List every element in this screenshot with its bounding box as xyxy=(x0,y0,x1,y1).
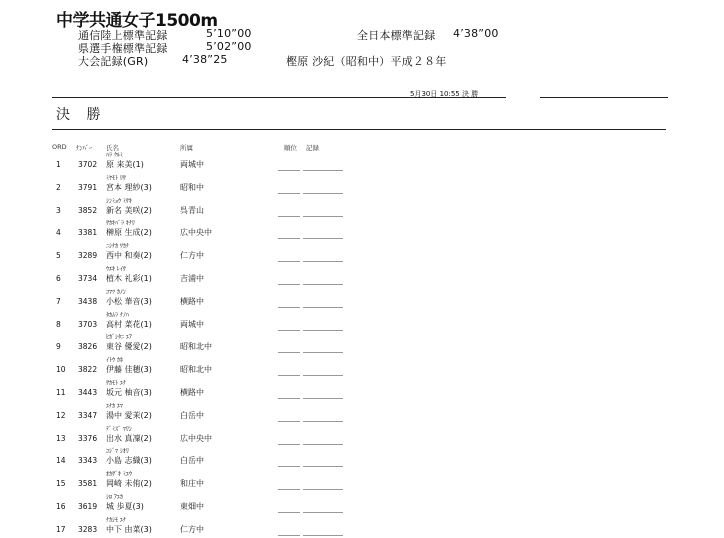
table-row xyxy=(0,515,724,538)
header-team: 所属 xyxy=(180,144,193,152)
record-label: 通信陸上標準記録 xyxy=(78,29,168,42)
team-name: 東畑中 xyxy=(180,502,204,511)
rank-blank xyxy=(278,535,300,536)
athlete-kana: ｼﾛ ｱﾕｶ xyxy=(106,494,123,501)
record-blank xyxy=(303,193,343,194)
table-row xyxy=(0,492,724,515)
entry-order: 13 xyxy=(56,433,66,443)
athlete-kana: ｼﾝﾐｮｳ ﾐｻｷ xyxy=(106,197,132,205)
athlete-kana: ﾋｶﾞｼﾀﾆ ﾕｱ xyxy=(106,334,132,342)
header-bib: ﾅﾝﾊﾞｰ xyxy=(76,144,93,152)
entry-order: 1 xyxy=(56,160,61,169)
bib-number: 3438 xyxy=(78,296,98,306)
entry-order: 12 xyxy=(56,410,66,420)
athlete-name: 榊原 生成(2) xyxy=(106,228,152,238)
record-blank xyxy=(303,216,343,217)
record-blank xyxy=(303,375,343,376)
athlete-kana: ｵｶｻﾞｷ ﾐﾕｳ xyxy=(106,471,132,479)
rank-blank xyxy=(278,466,300,467)
athlete-kana: ｻｶｷﾊﾞﾗ ｷﾅﾘ xyxy=(106,220,135,228)
bib-number: 3822 xyxy=(78,365,98,375)
table-row xyxy=(0,401,724,424)
athlete-kana: ﾆｼﾅｶ ﾜｶﾅ xyxy=(106,243,129,251)
team-name: 昭和北中 xyxy=(180,365,212,375)
record-blank xyxy=(303,170,343,171)
athlete-name: 西中 和奏(2) xyxy=(106,251,152,261)
athlete-name: 出水 真凜(2) xyxy=(106,433,152,443)
header-name: 氏名 xyxy=(106,144,119,152)
rank-blank xyxy=(278,444,300,445)
start-time: 5月30日 10:55 決 勝 xyxy=(410,90,479,98)
record-label: 県選手権標準記録 xyxy=(78,42,168,55)
rank-blank xyxy=(278,398,300,399)
bib-number: 3703 xyxy=(78,319,98,329)
team-name: 白岳中 xyxy=(180,456,204,466)
table-row xyxy=(0,173,724,196)
record-blank xyxy=(303,444,343,445)
record-line-meet xyxy=(78,53,447,69)
record-value: 4’38”25 xyxy=(182,53,228,66)
entry-order: 16 xyxy=(56,502,66,511)
record-label: 大会記録(GR) xyxy=(78,55,149,68)
record-blank xyxy=(303,238,343,239)
record-blank xyxy=(303,330,343,331)
rank-blank xyxy=(278,238,300,239)
team-name: 両城中 xyxy=(180,319,204,329)
divider xyxy=(52,129,666,130)
team-name: 横路中 xyxy=(180,296,204,306)
bib-number: 3443 xyxy=(78,388,98,397)
record-blank xyxy=(303,352,343,353)
rank-blank xyxy=(278,421,300,422)
rank-blank xyxy=(278,375,300,376)
team-name: 仁方中 xyxy=(180,524,204,534)
rank-blank xyxy=(278,352,300,353)
event-title: 中学共通女子1500m xyxy=(56,11,218,31)
athlete-kana: ﾊﾗ ｸﾙﾐ xyxy=(106,152,123,159)
record-blank xyxy=(303,512,343,513)
entry-order: 5 xyxy=(56,251,61,261)
team-name: 和庄中 xyxy=(180,479,204,489)
entry-order: 8 xyxy=(56,319,61,329)
rank-blank xyxy=(278,489,300,490)
athlete-name: 原 来美(1) xyxy=(106,160,144,169)
athlete-name: 中下 由菜(3) xyxy=(106,524,152,534)
team-name: 昭和中 xyxy=(180,182,204,192)
athlete-name: 新名 美咲(2) xyxy=(106,205,152,215)
athlete-kana: ｲﾄｳ ｶﾎ xyxy=(106,357,123,365)
athlete-name: 東谷 優愛(2) xyxy=(106,342,152,352)
entry-order: 17 xyxy=(56,524,66,534)
bib-number: 3376 xyxy=(78,433,98,443)
record-blank xyxy=(303,307,343,308)
athlete-kana: ｻｶﾓﾄ ﾕﾅ xyxy=(106,380,126,387)
table-row xyxy=(0,355,724,378)
table-row xyxy=(0,378,724,401)
team-name: 広中央中 xyxy=(180,228,212,238)
record-blank xyxy=(303,261,343,262)
athlete-name: 高村 菜花(1) xyxy=(106,319,152,329)
table-row xyxy=(0,264,724,287)
table-row xyxy=(0,196,724,219)
divider xyxy=(540,97,668,98)
athlete-name: 湯中 愛茉(2) xyxy=(106,410,152,420)
rank-blank xyxy=(278,512,300,513)
athlete-name: 岡崎 未侑(2) xyxy=(106,479,152,489)
team-name: 白岳中 xyxy=(180,410,204,420)
bib-number: 3289 xyxy=(78,251,98,261)
team-name: 横路中 xyxy=(180,388,204,397)
rank-blank xyxy=(278,170,300,171)
rank-blank xyxy=(278,307,300,308)
athlete-kana: ﾐﾔﾓﾄ ﾘｻ xyxy=(106,174,126,182)
record-blank xyxy=(303,398,343,399)
bib-number: 3381 xyxy=(78,228,98,238)
rank-blank xyxy=(278,216,300,217)
rank-blank xyxy=(278,193,300,194)
team-name: 吉浦中 xyxy=(180,274,204,283)
record-label: 全日本標準記録 xyxy=(357,29,436,42)
record-holder: 樫原 沙紀（昭和中）平成２８年 xyxy=(286,55,447,68)
entry-order: 9 xyxy=(56,342,61,352)
header-record: 記録 xyxy=(306,144,319,152)
team-name: 呉青山 xyxy=(180,205,204,215)
entry-order: 4 xyxy=(56,228,61,238)
rank-blank xyxy=(278,261,300,262)
table-row xyxy=(0,241,724,264)
athlete-name: 植木 礼彩(1) xyxy=(106,274,152,283)
athlete-kana: ｳｴｷ ﾚｲｻ xyxy=(106,266,126,273)
bib-number: 3702 xyxy=(78,160,98,169)
bib-number: 3826 xyxy=(78,342,98,352)
entry-order: 15 xyxy=(56,479,66,489)
table-row xyxy=(0,332,724,355)
bib-number: 3343 xyxy=(78,456,98,466)
table-row xyxy=(0,424,724,447)
athlete-kana: ｺﾏﾂ ｶﾉﾝ xyxy=(106,288,126,296)
entry-order: 10 xyxy=(56,365,66,375)
record-blank xyxy=(303,421,343,422)
athlete-name: 坂元 柚音(3) xyxy=(106,388,152,397)
entry-order: 14 xyxy=(56,456,66,466)
header-ord: ORD xyxy=(52,143,67,151)
team-name: 両城中 xyxy=(180,160,204,169)
record-line-national xyxy=(357,27,499,43)
rank-blank xyxy=(278,330,300,331)
table-row xyxy=(0,150,724,173)
record-value: 5’10”00 xyxy=(206,27,252,40)
entry-order: 11 xyxy=(56,388,66,397)
athlete-kana: ﾅｶｼﾓ ﾕﾅ xyxy=(106,516,126,524)
table-row xyxy=(0,218,724,241)
table-row xyxy=(0,446,724,469)
athlete-kana: ﾀｶﾑﾗ ﾅﾉﾊ xyxy=(106,311,129,319)
athlete-kana: ﾃﾞﾐｽﾞ ﾏﾘﾝ xyxy=(106,425,132,433)
bib-number: 3734 xyxy=(78,274,98,283)
record-blank xyxy=(303,284,343,285)
team-name: 広中央中 xyxy=(180,433,212,443)
table-row xyxy=(0,469,724,492)
bib-number: 3791 xyxy=(78,182,98,192)
rank-blank xyxy=(278,284,300,285)
athlete-name: 城 歩夏(3) xyxy=(106,502,144,511)
entry-order: 6 xyxy=(56,274,61,283)
entry-order: 3 xyxy=(56,205,61,215)
bib-number: 3347 xyxy=(78,410,98,420)
header-rank: 順位 xyxy=(284,144,297,152)
team-name: 仁方中 xyxy=(180,251,204,261)
record-blank xyxy=(303,535,343,536)
athlete-kana: ｺｼﾞﾏ ｼｵﾘ xyxy=(106,448,129,456)
athlete-name: 宮本 理紗(3) xyxy=(106,182,152,192)
athlete-name: 小松 華音(3) xyxy=(106,296,152,306)
bib-number: 3619 xyxy=(78,502,98,511)
bib-number: 3852 xyxy=(78,205,98,215)
entry-order: 2 xyxy=(56,182,61,192)
record-value: 5’02”00 xyxy=(206,40,252,53)
record-blank xyxy=(303,489,343,490)
entry-order: 7 xyxy=(56,296,61,306)
bib-number: 3581 xyxy=(78,479,98,489)
athlete-name: 小島 志織(3) xyxy=(106,456,152,466)
table-row xyxy=(0,287,724,310)
record-blank xyxy=(303,466,343,467)
bib-number: 3283 xyxy=(78,524,98,534)
athlete-kana: ﾕﾅｶ ｴﾏ xyxy=(106,402,123,410)
team-name: 昭和北中 xyxy=(180,342,212,352)
round-title: 決 勝 xyxy=(56,107,107,123)
athlete-name: 伊藤 佳穂(3) xyxy=(106,365,152,375)
table-row xyxy=(0,310,724,333)
record-value: 4’38”00 xyxy=(453,27,499,40)
